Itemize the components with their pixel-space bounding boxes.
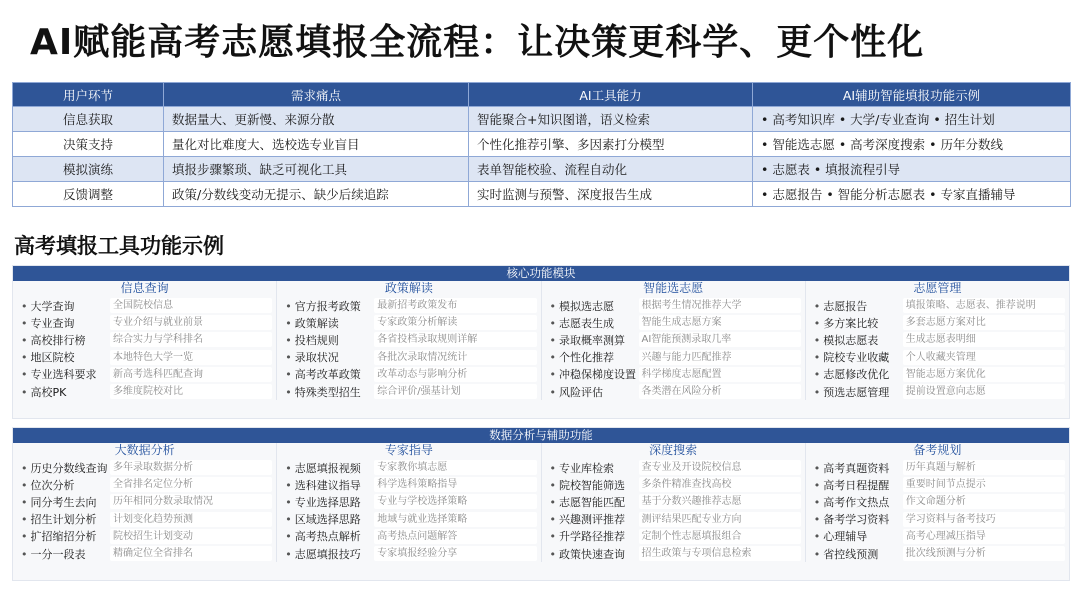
feature-item[interactable]	[546, 314, 801, 331]
feature-name-text: 专业查询	[30, 316, 75, 330]
bullet-icon: •	[21, 385, 28, 399]
feature-name	[17, 460, 110, 476]
feature-name-text: 志愿报告	[823, 299, 868, 313]
feature-name	[810, 460, 903, 476]
feature-name	[281, 546, 374, 562]
feature-name-text: 高校PK	[30, 385, 67, 399]
module-column-title: 政策解读	[384, 281, 433, 295]
table-cell: 个性化推荐引擎、多因素打分模型	[469, 132, 753, 157]
feature-description: 高考热点问题解答	[374, 529, 536, 544]
feature-description: 定制个性志愿填报组合	[639, 529, 801, 544]
bullet-icon: •	[21, 299, 28, 313]
feature-name	[810, 332, 903, 348]
feature-item[interactable]	[17, 476, 272, 493]
feature-name	[546, 511, 639, 527]
feature-name-text: 专业选科要求	[30, 368, 97, 382]
module-column-title: 大数据分析	[114, 443, 175, 457]
feature-item[interactable]	[546, 297, 801, 314]
feature-description: 专业与学校选择策略	[374, 494, 536, 509]
bullet-icon: •	[21, 478, 28, 492]
feature-name-text: 专业选择思路	[294, 495, 361, 509]
feature-item[interactable]	[546, 331, 801, 348]
feature-name-text: 模拟选志愿	[559, 299, 614, 313]
bullet-icon: •	[285, 530, 292, 544]
table-header-cell: 用户环节	[13, 83, 164, 107]
bullet-icon: •	[549, 513, 556, 527]
feature-name	[546, 332, 639, 348]
feature-name	[281, 315, 374, 331]
feature-name-text: 高考真题资料	[823, 461, 890, 475]
table-row	[13, 157, 1071, 182]
feature-item[interactable]	[810, 459, 1065, 476]
feature-description: 全省排名定位分析	[110, 477, 272, 492]
bullet-icon: •	[549, 530, 556, 544]
feature-name	[546, 477, 639, 493]
feature-item[interactable]	[281, 297, 536, 314]
feature-name	[17, 511, 110, 527]
feature-description: 测评结果匹配专业方向	[639, 512, 801, 527]
feature-name	[281, 460, 374, 476]
feature-item[interactable]	[810, 511, 1065, 528]
feature-item[interactable]	[281, 545, 536, 562]
bullet-icon: •	[549, 385, 556, 399]
bullet-icon: •	[549, 461, 556, 475]
feature-description: 多维度院校对比	[110, 384, 272, 399]
feature-name-text: 投档规则	[294, 333, 339, 347]
feature-name-text: 招生计划分析	[30, 513, 97, 527]
table-cell: 政策/分数线变动无提示、缺少后续追踪	[164, 182, 469, 207]
feature-name	[281, 494, 374, 510]
module-column-title: 智能选志愿	[643, 281, 704, 295]
module-column	[542, 281, 806, 400]
bullet-icon: •	[285, 461, 292, 475]
feature-item[interactable]	[546, 545, 801, 562]
feature-item[interactable]	[281, 528, 536, 545]
feature-name	[810, 349, 903, 365]
feature-item[interactable]	[17, 511, 272, 528]
bullet-icon: •	[813, 385, 821, 399]
bullet-icon: •	[285, 299, 292, 313]
module-column-title: 志愿管理	[913, 281, 962, 295]
feature-item[interactable]	[281, 476, 536, 493]
bullet-icon: •	[285, 316, 292, 330]
feature-name	[17, 349, 110, 365]
feature-item[interactable]	[17, 331, 272, 348]
feature-name-text: 冲稳保梯度设置	[559, 368, 636, 382]
table-cell: 智能聚合+知识图谱，语义检索	[469, 107, 753, 132]
bullet-icon: •	[549, 495, 556, 509]
feature-name-text: 录取状况	[294, 351, 339, 365]
feature-item[interactable]	[546, 459, 801, 476]
bullet-icon: •	[21, 351, 28, 365]
feature-description: 全国院校信息	[110, 298, 272, 313]
feature-description: 智能志愿方案优化	[903, 367, 1065, 382]
module-column-title: 专家指导	[384, 443, 433, 457]
table-cell: 决策支持	[13, 132, 164, 157]
feature-name	[17, 384, 110, 400]
module-column	[806, 281, 1069, 400]
feature-item[interactable]	[546, 383, 801, 400]
bullet-icon: •	[549, 547, 556, 561]
feature-description: 填报策略、志愿表、推荐说明	[903, 298, 1065, 313]
feature-description: 查专业及开设院校信息	[639, 460, 801, 475]
feature-description: 多套志愿方案对比	[903, 315, 1065, 330]
feature-item[interactable]	[810, 528, 1065, 545]
feature-name	[281, 511, 374, 527]
feature-item[interactable]	[281, 314, 536, 331]
module-column	[542, 443, 806, 562]
feature-item[interactable]	[17, 366, 272, 383]
module-column-title: 备考规划	[913, 443, 962, 457]
feature-name	[810, 315, 903, 331]
module-column	[806, 443, 1069, 562]
table-cell: • 智能选志愿 • 高考深度搜索 • 历年分数线	[753, 132, 1071, 157]
feature-name-text: 模拟志愿表	[823, 333, 879, 347]
feature-name	[546, 546, 639, 562]
feature-name	[17, 494, 110, 510]
bullet-icon: •	[549, 368, 556, 382]
bullet-icon: •	[549, 316, 556, 330]
feature-name-text: 志愿填报视频	[294, 461, 361, 475]
feature-name	[546, 460, 639, 476]
feature-description: 学习资料与备考技巧	[903, 512, 1065, 527]
module-column	[277, 443, 541, 562]
feature-name-text: 高考作文热点	[823, 495, 890, 509]
feature-name-text: 高校排行榜	[30, 333, 86, 347]
feature-name-text: 心理辅导	[823, 530, 868, 544]
table-cell: 模拟演练	[13, 157, 164, 182]
feature-description: 作文命题分析	[903, 494, 1065, 509]
feature-description: 科学选科策略指导	[374, 477, 536, 492]
feature-item[interactable]	[281, 349, 536, 366]
feature-description: 生成志愿表明细	[903, 332, 1065, 347]
table-cell: 数据量大、更新慢、来源分散	[164, 107, 469, 132]
feature-item[interactable]	[546, 366, 801, 383]
bullet-icon: •	[21, 461, 28, 475]
feature-name	[17, 298, 110, 314]
feature-name-text: 同分考生去向	[30, 495, 97, 509]
table-cell: 量化对比难度大、选校选专业盲目	[164, 132, 469, 157]
feature-name-text: 多方案比较	[823, 316, 879, 330]
feature-description: 基于分数兴趣推荐志愿	[639, 494, 801, 509]
bullet-icon: •	[813, 478, 821, 492]
bullet-icon: •	[285, 351, 292, 365]
feature-item[interactable]	[546, 493, 801, 510]
feature-name-text: 高考改革政策	[294, 368, 361, 382]
feature-name-text: 区域选择思路	[294, 513, 361, 527]
feature-name-text: 专业库检索	[559, 461, 614, 475]
module-column	[13, 281, 277, 400]
feature-description: 智能生成志愿方案	[639, 315, 801, 330]
bullet-icon: •	[549, 351, 556, 365]
feature-item[interactable]	[17, 349, 272, 366]
module-column	[13, 443, 277, 562]
feature-description: AI智能预测录取几率	[639, 332, 801, 347]
feature-name-text: 志愿填报技巧	[294, 547, 361, 561]
feature-item[interactable]	[810, 349, 1065, 366]
feature-description: 各类潜在风险分析	[639, 384, 801, 399]
section-header: 数据分析与辅助功能	[13, 428, 1069, 443]
feature-name	[546, 528, 639, 544]
table-cell: • 志愿表 • 填报流程引导	[753, 157, 1071, 182]
feature-item[interactable]	[17, 493, 272, 510]
feature-name-text: 个性化推荐	[559, 351, 614, 365]
feature-description: 专业介绍与就业前景	[110, 315, 272, 330]
feature-name-text: 大学查询	[30, 299, 75, 313]
table-row	[13, 107, 1071, 132]
feature-description: 提前设置意向志愿	[903, 384, 1065, 399]
feature-item[interactable]	[810, 383, 1065, 400]
feature-description: 院校招生计划变动	[110, 529, 272, 544]
module-column-title: 信息查询	[120, 281, 169, 295]
feature-name	[281, 366, 374, 382]
feature-item[interactable]	[810, 331, 1065, 348]
bullet-icon: •	[813, 530, 821, 544]
table-cell: • 志愿报告 • 智能分析志愿表 • 专家直播辅导	[753, 182, 1071, 207]
feature-description: 个人收藏夹管理	[903, 350, 1065, 365]
feature-item[interactable]	[281, 366, 536, 383]
feature-item[interactable]	[17, 297, 272, 314]
feature-name	[810, 494, 903, 510]
feature-name-text: 地区院校	[30, 351, 75, 365]
feature-name-text: 位次分析	[30, 478, 75, 492]
bullet-icon: •	[285, 495, 292, 509]
feature-item[interactable]	[810, 297, 1065, 314]
bullet-icon: •	[813, 495, 821, 509]
feature-description: 兴趣与能力匹配推荐	[639, 350, 801, 365]
feature-name-text: 志愿修改优化	[823, 368, 890, 382]
feature-description: 计划变化趋势预测	[110, 512, 272, 527]
bullet-icon: •	[21, 547, 28, 561]
feature-description: 专家教你填志愿	[374, 460, 536, 475]
table-row	[13, 132, 1071, 157]
feature-name	[810, 528, 903, 544]
bullet-icon: •	[813, 461, 821, 475]
table-cell: 表单智能校验、流程自动化	[469, 157, 753, 182]
feature-name-text: 录取概率测算	[559, 333, 625, 347]
feature-description: 新高考选科匹配查询	[110, 367, 272, 382]
feature-item[interactable]	[546, 349, 801, 366]
feature-description: 最新招考政策发布	[374, 298, 536, 313]
feature-name	[810, 298, 903, 314]
feature-name-text: 选科建议指导	[294, 478, 361, 492]
feature-description: 专家填报经验分享	[374, 546, 536, 561]
bullet-icon: •	[813, 316, 821, 330]
bullet-icon: •	[285, 333, 292, 347]
feature-name-text: 特殊类型招生	[294, 385, 361, 399]
feature-description: 根据考生情况推荐大学	[639, 298, 801, 313]
feature-item[interactable]	[810, 366, 1065, 383]
feature-description: 历年真题与解析	[903, 460, 1065, 475]
feature-name	[546, 298, 639, 314]
feature-item[interactable]	[281, 383, 536, 400]
feature-name-text: 高考日程提醒	[823, 478, 890, 492]
table-header-cell: AI工具能力	[469, 83, 753, 107]
feature-name-text: 兴趣测评推荐	[559, 513, 625, 527]
feature-description: 历年相同分数录取情况	[110, 494, 272, 509]
feature-name	[281, 477, 374, 493]
feature-item[interactable]	[810, 476, 1065, 493]
bullet-icon: •	[21, 513, 28, 527]
bullet-icon: •	[813, 513, 821, 527]
bullet-icon: •	[21, 316, 28, 330]
bullet-icon: •	[21, 495, 28, 509]
feature-name-text: 省控线预测	[823, 547, 879, 561]
feature-description: 专家政策分析解读	[374, 315, 536, 330]
feature-name-text: 历史分数线查询	[30, 461, 108, 475]
feature-item[interactable]	[281, 459, 536, 476]
feature-name	[546, 384, 639, 400]
feature-name-text: 政策快速查询	[559, 547, 625, 561]
feature-name	[281, 298, 374, 314]
feature-name	[17, 546, 110, 562]
feature-item[interactable]	[810, 493, 1065, 510]
feature-item[interactable]	[281, 511, 536, 528]
feature-name	[810, 511, 903, 527]
feature-name-text: 院校智能筛选	[559, 478, 625, 492]
feature-name	[810, 366, 903, 382]
feature-description: 科学梯度志愿配置	[639, 367, 801, 382]
feature-name-text: 一分一段表	[30, 547, 86, 561]
feature-name	[17, 477, 110, 493]
feature-name-text: 高考热点解析	[294, 530, 361, 544]
table-header-cell: AI辅助智能填报功能示例	[753, 83, 1071, 107]
section-header: 核心功能模块	[13, 266, 1069, 281]
workflow-table	[12, 82, 1071, 207]
feature-name-text: 志愿表生成	[559, 316, 614, 330]
feature-description: 本地特色大学一览	[110, 350, 272, 365]
feature-item[interactable]	[810, 545, 1065, 562]
feature-name-text: 官方报考政策	[294, 299, 361, 313]
feature-description: 综合实力与学科排名	[110, 332, 272, 347]
feature-item[interactable]	[546, 476, 801, 493]
feature-name-text: 志愿智能匹配	[559, 495, 625, 509]
feature-name	[281, 349, 374, 365]
feature-name	[546, 366, 639, 382]
feature-name	[810, 384, 903, 400]
bullet-icon: •	[21, 368, 28, 382]
bullet-icon: •	[21, 333, 28, 347]
bullet-icon: •	[813, 351, 821, 365]
feature-name	[546, 315, 639, 331]
feature-name	[810, 546, 903, 562]
table-cell: 反馈调整	[13, 182, 164, 207]
feature-item[interactable]	[281, 493, 536, 510]
feature-name	[17, 332, 110, 348]
page-title: AI赋能高考志愿填报全流程：让决策更科学、更个性化	[30, 22, 925, 63]
feature-item[interactable]	[17, 545, 272, 562]
feature-description: 多条件精准查找高校	[639, 477, 801, 492]
bullet-icon: •	[549, 478, 556, 492]
bullet-icon: •	[549, 299, 556, 313]
module-column-title: 深度搜索	[649, 443, 698, 457]
bullet-icon: •	[813, 368, 821, 382]
feature-description: 各省投档录取规则详解	[374, 332, 536, 347]
feature-name-text: 扩招缩招分析	[30, 530, 97, 544]
feature-name-text: 风险评估	[559, 385, 603, 399]
bullet-icon: •	[549, 333, 556, 347]
feature-description: 改革动态与影响分析	[374, 367, 536, 382]
feature-name-text: 院校专业收藏	[823, 351, 890, 365]
feature-name	[281, 332, 374, 348]
bullet-icon: •	[285, 478, 292, 492]
feature-item[interactable]	[546, 511, 801, 528]
bullet-icon: •	[285, 368, 292, 382]
feature-name-text: 升学路径推荐	[559, 530, 625, 544]
core-modules-section	[12, 265, 1070, 419]
bullet-icon: •	[285, 385, 292, 399]
feature-description: 综合评价/强基计划	[374, 384, 536, 399]
feature-item[interactable]	[810, 314, 1065, 331]
feature-name	[17, 366, 110, 382]
table-header-cell: 需求痛点	[164, 83, 469, 107]
feature-name-text: 预选志愿管理	[823, 385, 890, 399]
feature-name	[281, 384, 374, 400]
feature-item[interactable]	[17, 459, 272, 476]
feature-item[interactable]	[17, 383, 272, 400]
feature-item[interactable]	[546, 528, 801, 545]
table-row	[13, 182, 1071, 207]
feature-name	[810, 477, 903, 493]
table-cell: 填报步骤繁琐、缺乏可视化工具	[164, 157, 469, 182]
feature-name	[546, 349, 639, 365]
feature-name-text: 备考学习资料	[823, 513, 890, 527]
section-subtitle: 高考填报工具功能示例	[14, 234, 224, 258]
bullet-icon: •	[21, 530, 28, 544]
feature-name	[17, 528, 110, 544]
feature-item[interactable]	[281, 331, 536, 348]
feature-name	[281, 528, 374, 544]
bullet-icon: •	[813, 333, 821, 347]
bullet-icon: •	[813, 547, 821, 561]
bullet-icon: •	[285, 513, 292, 527]
feature-item[interactable]	[17, 528, 272, 545]
feature-description: 多年录取数据分析	[110, 460, 272, 475]
module-column	[277, 281, 541, 400]
feature-description: 批次线预测与分析	[903, 546, 1065, 561]
table-cell: 信息获取	[13, 107, 164, 132]
bullet-icon: •	[285, 547, 292, 561]
bullet-icon: •	[813, 299, 821, 313]
feature-item[interactable]	[17, 314, 272, 331]
table-cell: • 高考知识库 • 大学/专业查询 • 招生计划	[753, 107, 1071, 132]
feature-name	[546, 494, 639, 510]
feature-description: 高考心理减压指导	[903, 529, 1065, 544]
analysis-modules-section	[12, 427, 1070, 581]
feature-description: 地域与就业选择策略	[374, 512, 536, 527]
feature-description: 招生政策与专项信息检索	[639, 546, 801, 561]
table-cell: 实时监测与预警、深度报告生成	[469, 182, 753, 207]
table-header-row	[13, 83, 1071, 107]
feature-name	[17, 315, 110, 331]
feature-name-text: 政策解读	[294, 316, 339, 330]
feature-description: 重要时间节点提示	[903, 477, 1065, 492]
feature-description: 精确定位全省排名	[110, 546, 272, 561]
feature-description: 各批次录取情况统计	[374, 350, 536, 365]
